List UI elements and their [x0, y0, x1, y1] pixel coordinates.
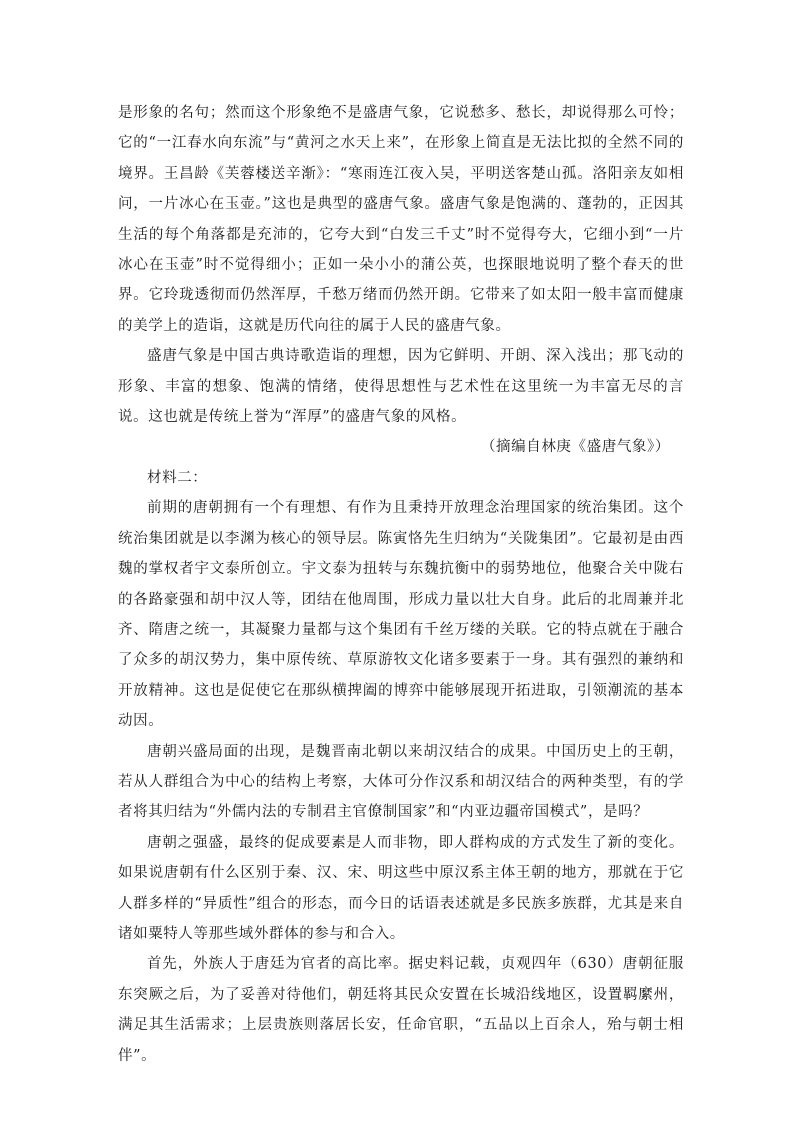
paragraph: 唐朝兴盛局面的出现，是魏晋南北朝以来胡汉结合的成果。中国历史上的王朝，若从人群组合为中心的结构上考察，大体可分作汉系和胡汉结合的两种类型，有的学者将其归结为“外儒内法的专制君主官僚制国家”和“内亚边疆帝国模式”，是吗？: [118, 743, 684, 821]
paragraph: 前期的唐朝拥有一个有理想、有作为且秉持开放理念治理国家的统治集团。这个统治集团就是以李渊为核心的领导层。陈寅恪先生归纳为“关陇集团”。它最初是由西魏的掌权者宇文泰所创立。宇文泰为扭转与东魏抗衡中的弱势地位，他聚合关中陇右的各路豪强和胡中汉人等，团结在他周围，形成力量以壮大自身。此后的北周兼并北齐、隋唐之统一，其凝聚力量都与这个集团有千丝万缕的关联。它的特点就在于融合了众多的胡汉势力，集中原传统、草原游牧文化诸多要素于一身。其有强烈的兼纳和开放精神。这也是促使它在那纵横捭阖的博弈中能够展现开拓进取，引领潮流的基本动因。: [118, 500, 684, 730]
paragraph: 唐朝之强盛，最终的促成要素是人而非物，即人群构成的方式发生了新的变化。如果说唐朝有什么区别于秦、汉、宋、明这些中原汉系主体王朝的地方，那就在于它人群多样的“异质性”组合的形态，而今日的话语表述就是多民族多族群，尤其是来自诸如粟特人等那些域外群体的参与和合入。: [118, 834, 684, 942]
source-citation: （摘编自林庚《盛唐气象》）: [480, 439, 670, 456]
paragraph: 是形象的名句；然而这个形象绝不是盛唐气象，它说愁多、愁长，却说得那么可怜；它的“一江春水向东流”与“黄河之水天上来”，在形象上简直是无法比拟的全然不同的境界。王昌龄《芙蓉楼送辛渐》：“寒雨连江夜入吴，平明送客楚山孤。洛阳亲友如相问，一片冰心在玉壶。”这也是典型的盛唐气象。盛唐气象是饱满的、蓬勃的，正因其生活的每个角落都是充沛的，它夸大到“白发三千丈”时不觉得夸大，它细小到“一片冰心在玉壶”时不觉得细小；正如一朵小小的蒲公英，也探眼地说明了整个春天的世界。它玲珑透彻而仍然浑厚，千愁万绪而仍然开朗。它带来了如太阳一般丰富而健康的美学上的造诣，这就是历代向往的属于人民的盛唐气象。: [118, 105, 684, 334]
document-body: [118, 98, 684, 1071]
paragraph: 盛唐气象是中国古典诗歌造诣的理想，因为它鲜明、开朗、深入浅出；那飞动的形象、丰富的想象、饱满的情绪，使得思想性与艺术性在这里统一为丰富无尽的言说。这也就是传统上誉为“浑厚”的盛唐气象的风格。: [118, 348, 684, 426]
paragraph: 首先，外族人于唐廷为官者的高比率。据史料记载，贞观四年（630）唐朝征服东突厥之后，为了妥善对待他们，朝廷将其民众安置在长城沿线地区，设置羁縻州，满足其生活需求；上层贵族则落居长安，任命官职，“五品以上百余人，殆与朝士相伴”。: [118, 956, 684, 1064]
material-label: 材料二：: [147, 469, 208, 486]
